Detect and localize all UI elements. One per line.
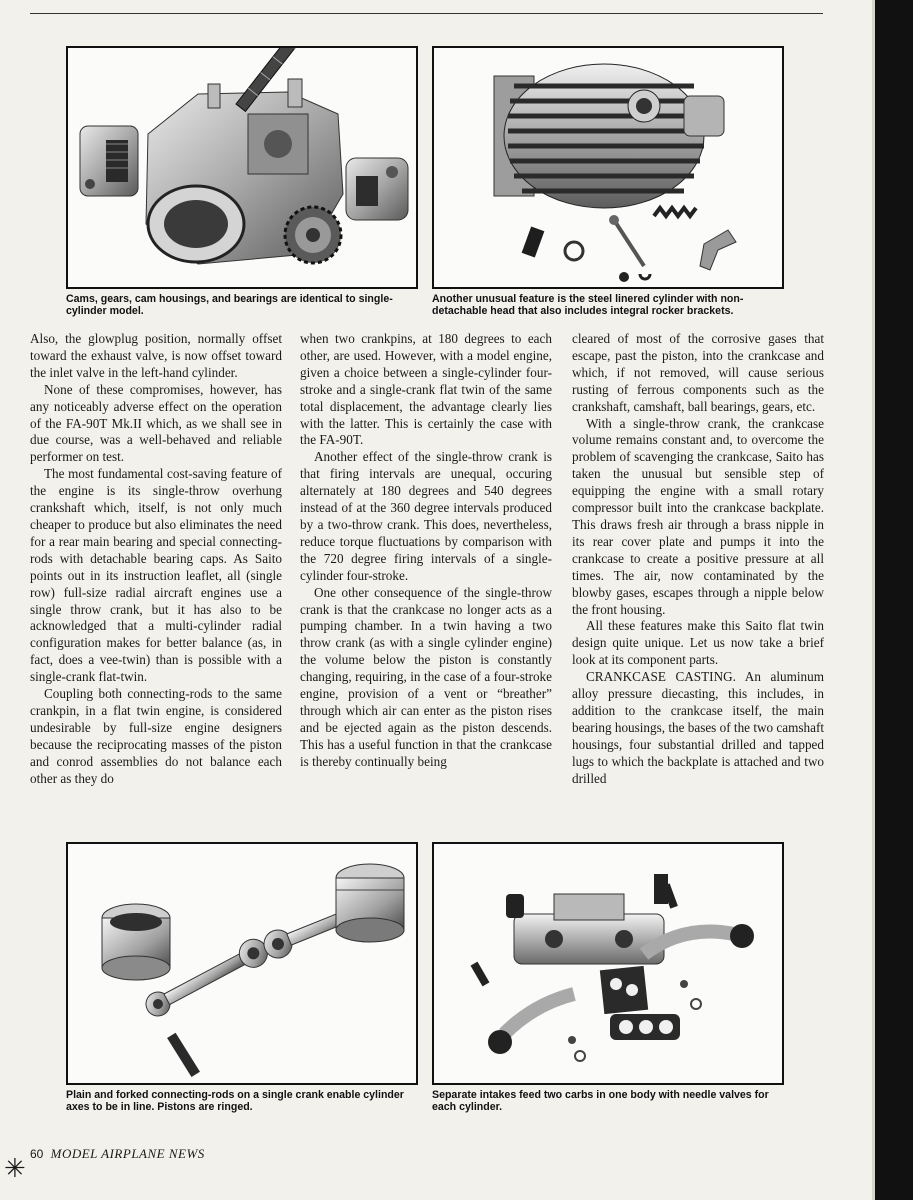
photo-intakes xyxy=(432,842,784,1085)
paragraph: None of these compromises, however, has any noticeably adverse effect on the operation of the FA-90T Mk.II which, as we shall see in due course, was a well-behaved and reliable performer on test. xyxy=(30,381,282,465)
valve-parts xyxy=(522,208,736,282)
connecting-rod-illustration xyxy=(68,844,416,1083)
top-rule xyxy=(30,13,823,14)
engine-parts-illustration xyxy=(68,48,416,287)
magazine-title: MODEL AIRPLANE NEWS xyxy=(50,1146,205,1161)
asterisk-mark: ✳ xyxy=(4,1154,26,1183)
caption-photo-1: Cams, gears, cam housings, and bearings are identical to single-cylinder model. xyxy=(66,293,393,317)
paragraph: One other consequence of the single-throw crank is that the crankcase no longer acts as a pumping chamber. In a twin having a two throw crank (as with a single cylinder engine) the volume below the piston is constantly changing, requiring, in the case of a four-stroke engine, provision of a vent or “breather” through which air can enter as the piston rises and be ejected again as the piston descends. This has a useful function in that the crankcase is thereby continually being xyxy=(300,584,552,769)
text-column-2 xyxy=(300,331,552,771)
paragraph: when two crankpins, at 180 degrees to each other, are used. However, with a model engine, given a choice between a single-cylinder four-stroke and a single-crank flat twin of the same total displacement, the advantage clearly lies with the latter. This is certainly the case with the FA-90T. xyxy=(300,331,552,448)
photo-cylinder xyxy=(432,46,784,289)
paragraph: The most fundamental cost-saving feature of the engine is its single-throw overhung crankshaft which, itself, is not only much cheaper to produce but also eliminates the need for a rear main bearing and special connecting-rods with detachable bearing caps. As Saito points out in its instruction leaflet, all (single row) full-size radial aircraft engines use a single throw crank, but it has also to be acknowledged that a multi-cylinder radial configuration makes for better balance (as, in fact, does a vee-twin) than is possible with a single-crank flat-twin. xyxy=(30,466,282,685)
page-spine-edge xyxy=(875,0,913,1200)
page-edge xyxy=(872,0,875,1200)
paragraph: All these features make this Saito flat twin design quite unique. Let us now take a brief look at its component parts. xyxy=(572,618,824,668)
paragraph: Another effect of the single-throw crank is that firing intervals are unequal, occuring alternately at 180 degrees and 540 degrees instead of at the 360 degree intervals produced by a two-throw crank. This does, nevertheless, reduce torque fluctuations by comparison with the 720 degree firing intervals of a single-cylinder four-stroke. xyxy=(300,449,552,583)
paragraph: Also, the glowplug position, normally offset toward the exhaust valve, is now offset toward the inlet valve in the left-hand cylinder. xyxy=(30,331,282,380)
caption-photo-2: Another unusual feature is the steel linered cylinder with non-detachable head that also includes integral rocker brackets. xyxy=(432,293,744,317)
cylinder-illustration xyxy=(434,48,782,287)
paragraph: Coupling both connecting-rods to the same crankpin, in a flat twin engine, is considered undesirable by full-size engine designers because the reciprocating masses of the piston and conrod assemblies do not balance each other as they do xyxy=(30,686,282,786)
page-folio xyxy=(30,1146,205,1162)
paragraph: cleared of most of the corrosive gases that escape, past the piston, into the crankcase and which, if not removed, will cause serious rusting of ferrous components such as the crankshaft, camshaft, ball bearings, gears, etc. xyxy=(572,331,824,414)
caption-photo-4: Separate intakes feed two carbs in one body with needle valves for each cylinder. xyxy=(432,1089,769,1113)
caption-photo-3: Plain and forked connecting-rods on a single crank enable cylinder axes to be in line. Pistons are ringed. xyxy=(66,1089,404,1113)
text-column-1 xyxy=(30,331,282,787)
paragraph: With a single-throw crank, the crankcase volume remains constant and, to overcome the problem of scavenging the crankcase, Saito has taken the unusual but sensible step of equipping the engine with a small rotary compressor built into the crankcase backplate. This draws fresh air through a brass nipple in its rear cover plate and pumps it into the crankcase to create a positive pressure at all times. The air, now contaminated by the blowby gases, escapes through a nipple below the front housing. xyxy=(572,415,824,617)
text-column-3 xyxy=(572,331,824,787)
intake-illustration xyxy=(434,844,782,1083)
paragraph: CRANKCASE CASTING. An aluminum alloy pressure diecasting, this includes, in addition to the crankcase itself, the main bearing housings, the bases of the two camshaft housings, four substantial drilled and tapped lugs to which the backplate is attached and two drilled xyxy=(572,669,824,786)
photo-connecting-rods xyxy=(66,842,418,1085)
photo-cams-gears xyxy=(66,46,418,289)
page-number: 60 xyxy=(30,1147,44,1161)
